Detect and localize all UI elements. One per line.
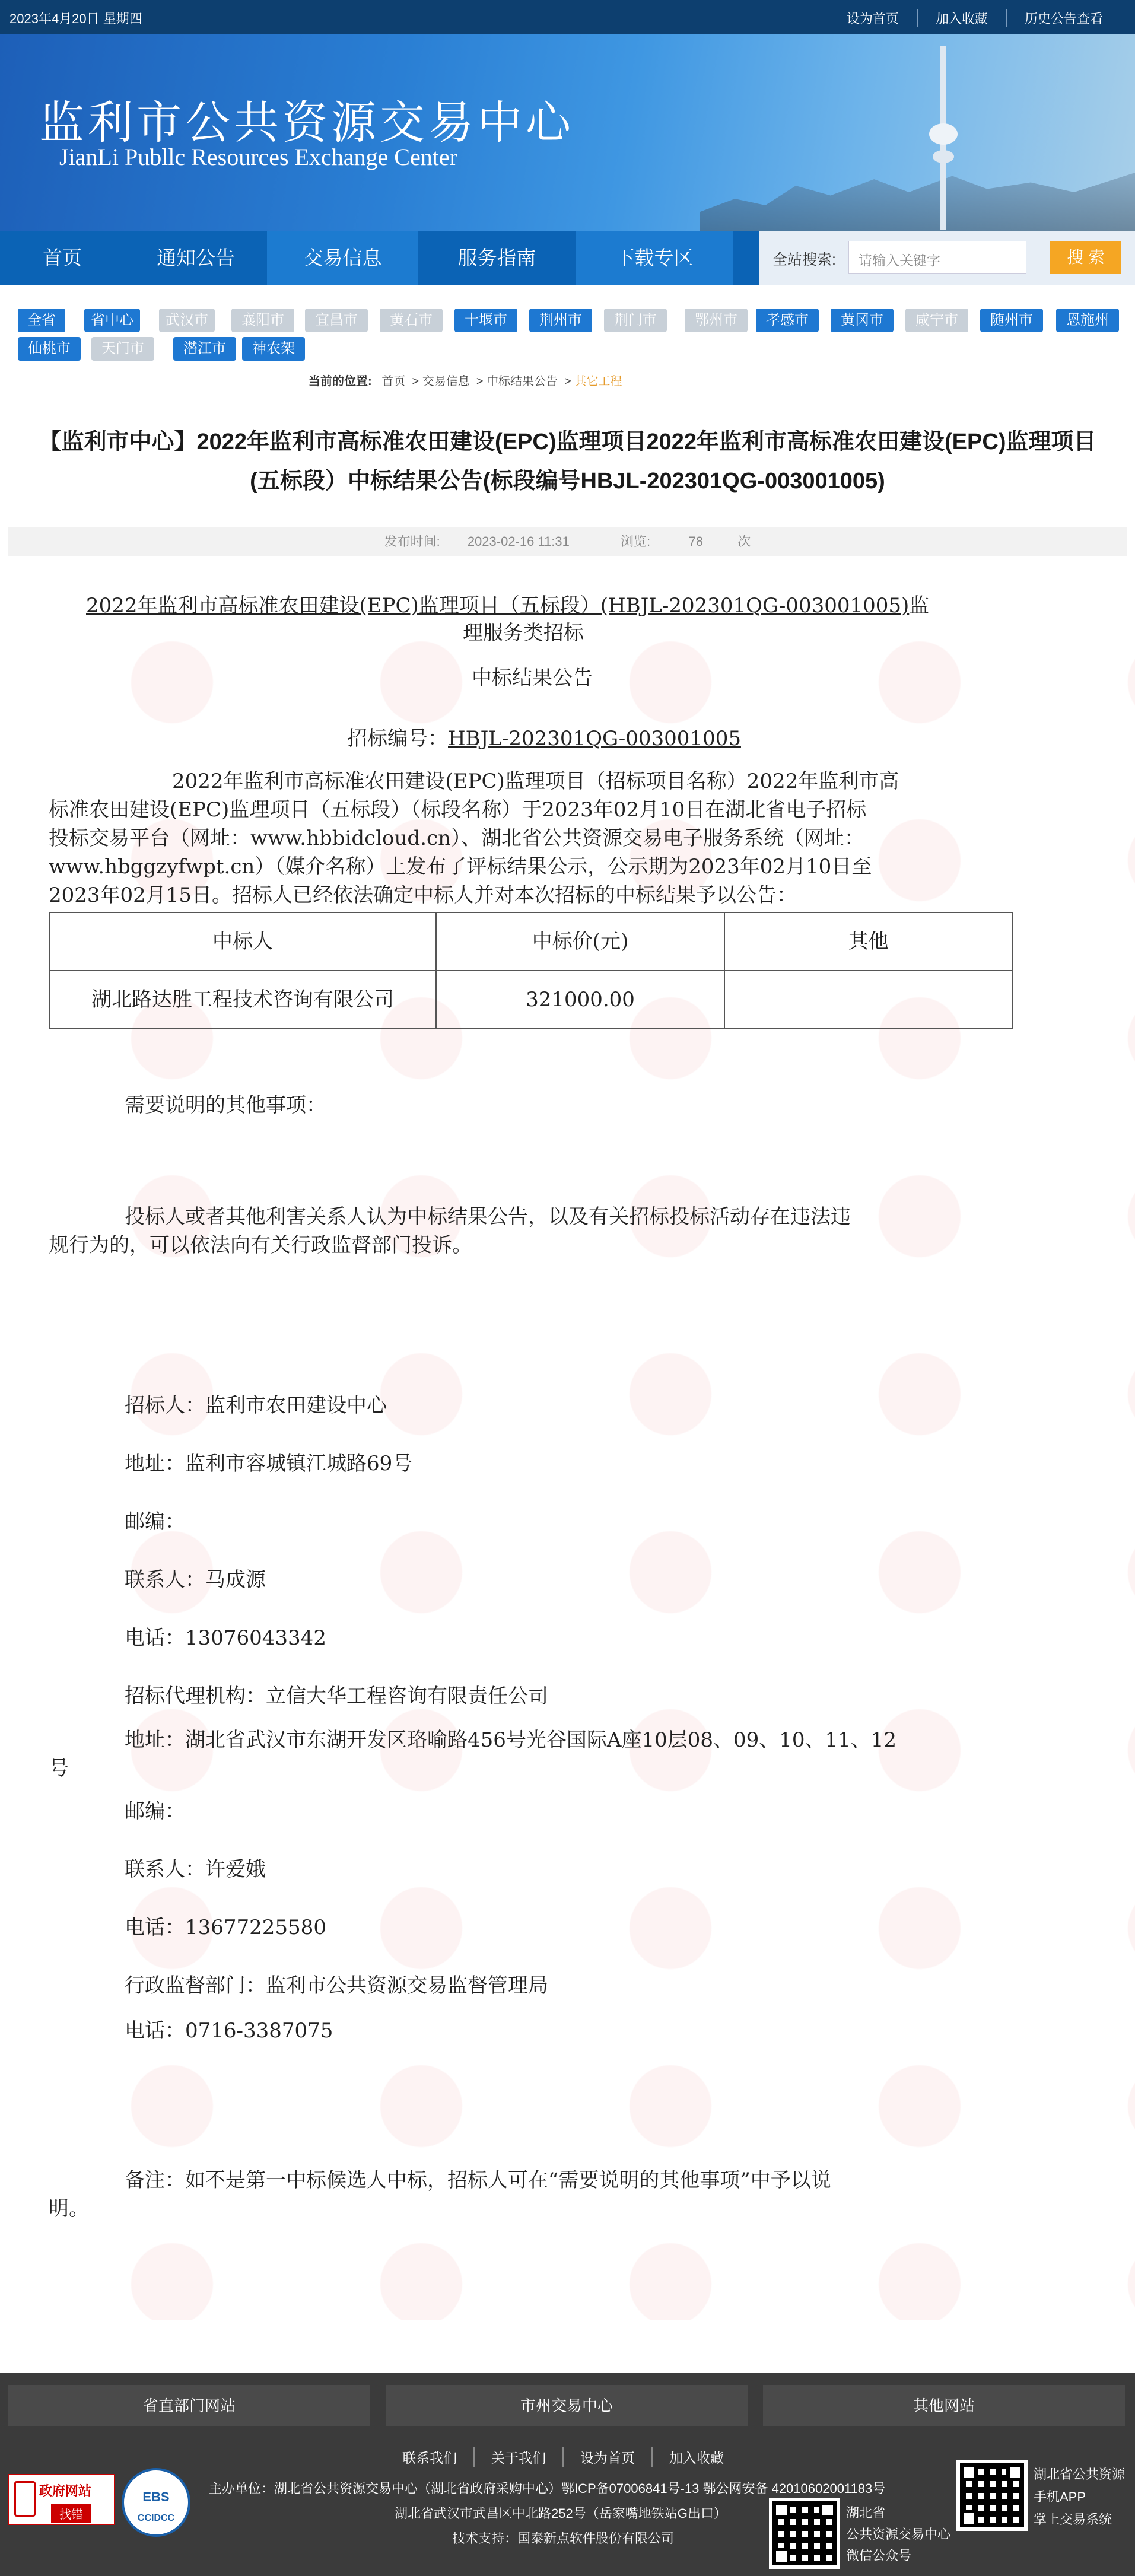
contact-us-link[interactable]: 联系我们: [402, 2450, 457, 2466]
phone: 电话：13677225580: [125, 1916, 326, 1939]
region-tag[interactable]: 神农架: [242, 337, 305, 361]
city-skyline-image: [700, 166, 1135, 231]
breadcrumb-current: 其它工程: [574, 375, 622, 388]
set-homepage-link[interactable]: 设为首页: [846, 11, 899, 26]
publish-time: 2023-02-16 11:31: [467, 534, 570, 549]
agency-address: 号: [49, 1757, 69, 1780]
region-tag[interactable]: 鄂州市: [685, 309, 748, 332]
region-tag[interactable]: 潜江市: [173, 337, 236, 361]
nav-trade-info[interactable]: 交易信息: [267, 231, 418, 285]
bid-number: 招标编号：HBJL-202301QG-003001005: [347, 727, 741, 750]
note-line: 备注：如不是第一中标候选人中标，招标人可在“需要说明的其他事项”中予以说: [125, 2168, 831, 2192]
col-header: 中标人: [49, 912, 436, 971]
footer-add-favorite-link[interactable]: 加入收藏: [651, 2447, 740, 2467]
title-line: 【监利市中心】2022年监利市高标准农田建设(EPC)监理项目2022年监利市高标准农田建设(EPC)监理项目: [39, 430, 1096, 454]
city-centers-button[interactable]: 市州交易中心: [386, 2385, 748, 2426]
footer: [0, 2373, 1135, 2576]
phone: 电话：13076043342: [125, 1626, 326, 1650]
region-tag[interactable]: 恩施州: [1056, 309, 1119, 332]
ebs-badge[interactable]: EBS CCIDCC: [122, 2468, 190, 2537]
region-tag[interactable]: 武汉市: [159, 309, 215, 332]
region-tag[interactable]: 宜昌市: [305, 309, 368, 332]
site-banner: [0, 34, 1135, 231]
search-input[interactable]: 请输入关键字: [848, 241, 1026, 274]
other-sites-button[interactable]: 其他网站: [763, 2385, 1125, 2426]
region-tag[interactable]: 黄冈市: [831, 309, 894, 332]
region-tag[interactable]: 仙桃市: [18, 337, 81, 361]
phone: 电话：0716-3387075: [125, 2019, 333, 2043]
award-table: [49, 912, 1013, 1029]
other-cell: [724, 971, 1012, 1029]
note-line: 明。: [49, 2197, 89, 2221]
sponsor-info: 主办单位：湖北省公共资源交易中心（湖北省政府采购中心）鄂ICP备07006841号-13 鄂公网安备 42010602001183号: [209, 2481, 886, 2496]
add-favorite-link[interactable]: 加入收藏: [917, 9, 1006, 27]
region-tag[interactable]: 随州市: [980, 309, 1043, 332]
nav-service-guide[interactable]: 服务指南: [457, 247, 536, 269]
winner-name: 湖北路达胜工程技术咨询有限公司: [49, 971, 436, 1029]
nav-notices[interactable]: 通知公告: [157, 247, 235, 269]
app-qr-icon: [956, 2460, 1028, 2531]
contact-person: 联系人：许爱娥: [125, 1858, 266, 1881]
article-body: [0, 570, 1135, 2320]
other-matters: 需要说明的其他事项：: [125, 1093, 326, 1117]
nav-downloads[interactable]: 下载专区: [576, 231, 733, 285]
supervisor: 行政监督部门：监利市公共资源交易监督管理局: [125, 1974, 548, 1998]
table-row: [49, 971, 1012, 1029]
current-date: 2023年4月20日 星期四: [9, 11, 142, 26]
col-header: 其他: [724, 912, 1012, 971]
title-line: (五标段）中标结果公告(标段编号HBJL-202301QG-003001005): [250, 469, 885, 494]
para-line: 2022年监利市高标准农田建设(EPC)监理项目（招标项目名称）2022年监利市高: [172, 769, 899, 793]
wechat-qr-icon: [769, 2498, 840, 2569]
tenderer-address: 地址：监利市容城镇江城路69号: [125, 1452, 413, 1475]
para-line: 投标交易平台（网址：www.hbbidcloud.cn）、湖北省公共资源交易电子服务系统（网址：: [49, 826, 864, 850]
winning-price: 321000.00: [436, 971, 724, 1029]
breadcrumb-home[interactable]: 首页: [381, 375, 406, 388]
article-meta: [8, 527, 1127, 556]
postcode: 邮编：: [125, 1799, 185, 1823]
region-tag[interactable]: 襄阳市: [231, 309, 294, 332]
about-us-link[interactable]: 关于我们: [473, 2447, 562, 2467]
tech-support: 技术支持：国泰新点软件股份有限公司: [452, 2531, 675, 2546]
address-info: 湖北省武汉市武昌区中北路252号（岳家嘴地铁站G出口）: [395, 2506, 727, 2521]
app-label: 湖北省公共资源 手机APP 掌上交易系统: [1034, 2467, 1126, 2527]
history-notice-link[interactable]: 历史公告查看: [1006, 9, 1121, 27]
para-line: 2023年02月15日。招标人已经依法确定中标人并对本次招标的中标结果予以公告：: [49, 883, 797, 907]
region-tag[interactable]: 荆州市: [529, 309, 592, 332]
gov-site-error-badge[interactable]: 政府网站 找错: [8, 2474, 115, 2525]
col-header: 中标价(元): [436, 912, 724, 971]
region-tag[interactable]: 天门市: [91, 337, 154, 361]
region-tag[interactable]: 咸宁市: [905, 309, 968, 332]
region-tag[interactable]: 全省: [18, 309, 65, 332]
agency: 招标代理机构：立信大华工程咨询有限责任公司: [125, 1684, 548, 1708]
region-tag[interactable]: 黄石市: [380, 309, 443, 332]
postcode: 邮编：: [125, 1510, 185, 1534]
para-line: www.hbggzyfwpt.cn）（媒介名称）上发布了评标结果公示，公示期为2023年02月10日至: [49, 855, 872, 879]
footer-set-homepage-link[interactable]: 设为首页: [562, 2447, 651, 2467]
heading-line: 2022年监利市高标准农田建设(EPC)监理项目（五标段）(HBJL-202301QG-003001005)监: [86, 594, 930, 618]
views-unit: 次: [737, 534, 751, 549]
wechat-label: 湖北省 公共资源交易中心 微信公众号: [846, 2505, 951, 2563]
tv-tower-image: [926, 34, 961, 231]
notice-heading: 中标结果公告: [472, 666, 593, 690]
table-header-row: [49, 912, 1012, 971]
site-subtitle: JianLi Publlc Resources Exchange Center: [59, 144, 457, 170]
search-label: 全站搜索:: [772, 252, 836, 268]
nav-home[interactable]: 首页: [43, 247, 82, 269]
breadcrumb-trade-info[interactable]: 交易信息: [422, 375, 470, 388]
site-search: [759, 231, 1135, 285]
region-tag[interactable]: 荆门市: [604, 309, 667, 332]
contact-person: 联系人：马成源: [125, 1568, 266, 1592]
breadcrumb: 当前的位置: 首页 > 交易信息 > 中标结果公告 > 其它工程: [309, 375, 622, 388]
views-label: 浏览:: [621, 534, 651, 549]
gov-badge-icon: [14, 2481, 36, 2517]
page-title: [12, 422, 1123, 501]
top-bar: [0, 0, 1135, 34]
complaint-line: 投标人或者其他利害关系人认为中标结果公告，以及有关招标投标活动存在违法违: [125, 1205, 851, 1229]
search-button[interactable]: 搜 索: [1050, 241, 1121, 274]
breadcrumb-award-notice[interactable]: 中标结果公告: [487, 375, 558, 388]
region-tag[interactable]: 省中心: [84, 309, 140, 332]
breadcrumb-label: 当前的位置:: [309, 375, 372, 388]
para-line: 标准农田建设(EPC)监理项目（五标段）（标段名称）于2023年02月10日在湖北省电子招标: [49, 798, 867, 822]
publish-label: 发布时间:: [384, 534, 440, 549]
complaint-line: 规行为的，可以依法向有关行政监督部门投诉。: [49, 1233, 472, 1257]
tenderer: 招标人：监利市农田建设中心: [125, 1394, 387, 1417]
footer-links: [386, 2447, 740, 2467]
top-links: [829, 9, 1121, 27]
site-title: 监利市公共资源交易中心: [39, 96, 574, 149]
region-tag[interactable]: 孝感市: [756, 309, 819, 332]
provincial-dept-sites-button[interactable]: 省直部门网站: [8, 2385, 370, 2426]
agency-address: 地址：湖北省武汉市东湖开发区珞喻路456号光谷国际A座10层08、09、10、11、12: [125, 1728, 897, 1752]
view-count: 78: [688, 534, 704, 549]
region-tag[interactable]: 十堰市: [454, 309, 517, 332]
heading-line: 理服务类招标: [463, 621, 584, 645]
